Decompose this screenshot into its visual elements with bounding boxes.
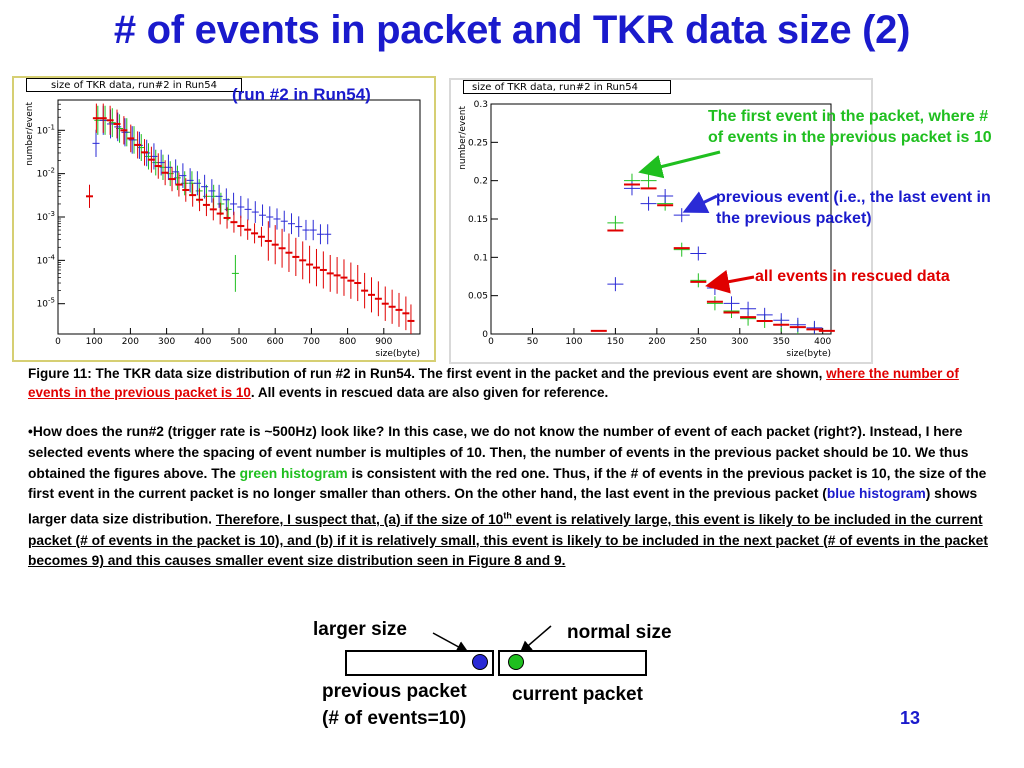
first-event-dot — [508, 654, 524, 670]
blue-histogram-label: blue histogram — [826, 486, 926, 502]
x-tick-label: 400 — [814, 337, 832, 347]
previous-packet-sub-label: (# of events=10) — [322, 708, 467, 729]
left-chart-title: size of TKR data, run#2 in Run54 — [51, 80, 217, 91]
y-tick-label: 0.25 — [467, 138, 488, 149]
caption-highlight: where the number of events in the previous packet is 10 — [28, 366, 959, 400]
arrow-all-events — [711, 277, 754, 285]
x-tick-label: 200 — [648, 337, 666, 347]
x-tick-label: 500 — [230, 337, 248, 347]
right-chart-title: size of TKR data, run#2 in Run54 — [472, 82, 638, 93]
x-tick-label: 0 — [55, 337, 61, 347]
y-tick-label: 0.05 — [467, 291, 488, 302]
x-axis-label: size(byte) — [786, 349, 831, 359]
annotation-previous-event: previous event (i.e., the last event in the previous packet) — [716, 189, 991, 227]
conclusion-text: Therefore, I suspect that, (a) if the size of 10th event is relatively large, this event is likely to be included in the current packet (# of events in the packet is 10), and (b) if it is relatively small, this event is likely to be included in the next packet (# of events in the packet becomes 9) and this causes smaller event size distribution seen in Figure 8 and 9. — [28, 510, 988, 569]
x-tick-label: 900 — [375, 337, 393, 347]
y-tick-label: 0.15 — [467, 215, 488, 225]
x-tick-label: 100 — [565, 337, 583, 347]
current-packet-box — [498, 650, 647, 676]
x-tick-label: 300 — [158, 337, 176, 347]
y-tick-label: $10^{-1}$ — [36, 123, 55, 137]
arrow-larger-size — [433, 633, 466, 651]
y-axis-label: number/event — [25, 102, 35, 166]
y-tick-label: 0.1 — [473, 253, 488, 264]
y-axis-label: number/event — [458, 106, 468, 170]
y-tick-label: $10^{-3}$ — [36, 210, 55, 223]
x-tick-label: 600 — [266, 337, 284, 347]
x-tick-label: 0 — [488, 337, 494, 347]
figure-caption: Figure 11: The TKR data size distribution of run #2 in Run54. The first event in the packet and the previous event are shown, where the number of events in the previous packet is 10. All events in rescued data are also given for reference. — [28, 366, 959, 400]
y-tick-label: 0.2 — [473, 176, 488, 187]
slide-title: # of events in packet and TKR data size (2) — [113, 8, 911, 52]
annotation-all-events: all events in rescued data — [755, 268, 950, 285]
y-tick-label: 0.3 — [473, 100, 488, 110]
body-paragraph: •How does the run#2 (trigger rate is ~500Hz) look like? In this case, we do not know the number of event of each packet (right?). Instead, I here selected events where the spacing of event number is multiples of 10. Then, the number of events in the previous packet should be 10. We thus obtained the figures above. The green histogram is consistent with the red one. Thus, if the # of events in the previous packet is 10, the size of the first event in the current packet is no longer smaller than others. On the other hand, the last event in the previous packet (blue histogram) shows larger data size distribution. Therefore, I suspect that, (a) if the size of 10th event is relatively large, this event is likely to be included in the current packet (# of events in the packet is 10), and (b) if it is relatively small, this event is likely to be included in the next packet (# of events in the packet becomes 9) and this causes smaller event size distribution seen in Figure 8 and 9. — [28, 424, 988, 569]
x-tick-label: 150 — [606, 337, 624, 347]
larger-size-label: larger size — [313, 619, 407, 640]
x-tick-label: 100 — [85, 337, 103, 347]
annotation-first-event: The first event in the packet, where # of events in the previous packet is 10 — [708, 108, 992, 146]
x-axis-label: size(byte) — [375, 349, 420, 359]
x-tick-label: 800 — [339, 337, 357, 347]
previous-packet-box — [345, 650, 494, 676]
previous-packet-label: previous packet — [322, 681, 467, 702]
y-tick-label: $10^{-4}$ — [36, 253, 55, 267]
x-tick-label: 400 — [194, 337, 212, 347]
green-histogram-label: green histogram — [239, 465, 348, 481]
arrow-previous-event — [688, 196, 717, 210]
arrow-first-event — [644, 152, 720, 171]
x-tick-label: 200 — [121, 337, 139, 347]
run-label: (run #2 in Run54) — [232, 85, 371, 104]
normal-size-label: normal size — [567, 622, 672, 643]
arrow-normal-size — [522, 626, 551, 651]
y-tick-label: $10^{-2}$ — [36, 166, 55, 180]
x-tick-label: 250 — [689, 337, 707, 347]
x-tick-label: 300 — [731, 337, 749, 347]
y-tick-label: 0 — [482, 330, 488, 340]
previous-event-dot — [472, 654, 488, 670]
x-tick-label: 700 — [302, 337, 320, 347]
x-tick-label: 350 — [772, 337, 790, 347]
page-number: 13 — [900, 708, 921, 728]
y-tick-label: $10^{-5}$ — [36, 296, 55, 310]
current-packet-label: current packet — [512, 684, 643, 705]
x-tick-label: 50 — [526, 337, 539, 347]
